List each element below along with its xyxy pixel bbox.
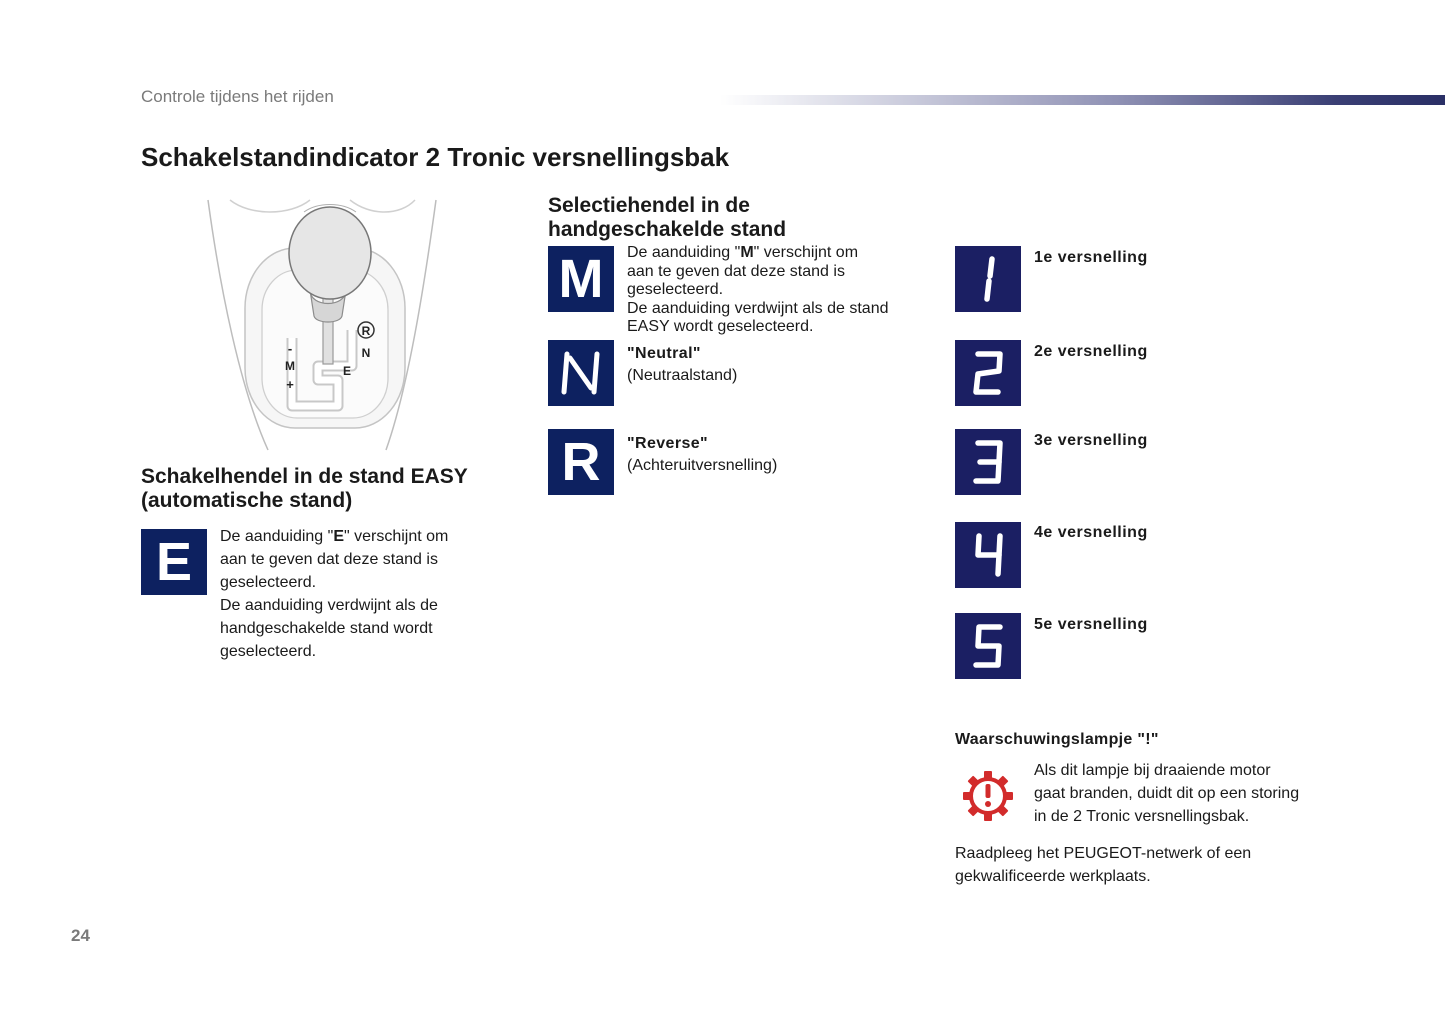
gear-3-label: 3e versnelling	[1034, 432, 1148, 449]
easy-icon-letter: E	[155, 532, 193, 592]
gear-2-icon	[955, 340, 1021, 406]
gear-5-label: 5e versnelling	[1034, 616, 1148, 633]
warning-description	[1034, 759, 1299, 828]
section-label: Controle tijdens het rijden	[141, 87, 334, 106]
lever-label-e: E	[342, 364, 352, 378]
easy-line2: aan te geven dat deze stand is	[220, 551, 438, 568]
manual-line2: aan te geven dat deze stand is	[627, 262, 845, 280]
neutral-title: "Neutral"	[627, 345, 701, 362]
manual-heading-line1: Selectiehendel in de	[548, 194, 750, 217]
reverse-subtitle: (Achteruitversnelling)	[627, 457, 778, 474]
advice-line2: gekwalificeerde werkplaats.	[955, 868, 1151, 885]
manual-icon-letter: M	[558, 249, 604, 309]
easy-line5: handgeschakelde stand wordt	[220, 620, 433, 637]
gear-1-label: 1e versnelling	[1034, 249, 1148, 266]
warning-title: Waarschuwingslampje "!"	[955, 731, 1159, 748]
page-number: 24	[71, 926, 90, 945]
easy-line6: geselecteerd.	[220, 643, 317, 660]
page-title: Schakelstandindicator 2 Tronic versnellingsbak	[141, 142, 730, 172]
neutral-icon	[548, 340, 614, 406]
lever-label-m: M	[285, 359, 295, 373]
manual-line1: De aanduiding "M" verschijnt om	[627, 244, 859, 261]
gear-3-icon	[955, 429, 1021, 495]
easy-line1: De aanduiding "E" verschijnt om	[220, 528, 449, 545]
lever-label-r: R	[361, 324, 371, 338]
easy-heading-line1: Schakelhendel in de stand EASY	[141, 465, 468, 488]
gear-1-icon	[955, 246, 1021, 312]
gear-2-label: 2e versnelling	[1034, 343, 1148, 360]
gear-5-icon	[955, 613, 1021, 679]
easy-heading-line2: (automatische stand)	[141, 489, 353, 512]
easy-line4: De aanduiding verdwijnt als de	[220, 597, 438, 614]
easy-line3: geselecteerd.	[220, 574, 317, 591]
gear-lever-illustration	[200, 198, 445, 453]
reverse-text	[627, 435, 777, 477]
advice-line1: Raadpleeg het PEUGEOT-netwerk of een	[955, 845, 1252, 862]
manual-line4: De aanduiding verdwijnt als de stand	[627, 299, 889, 317]
reverse-title: "Reverse"	[627, 435, 709, 452]
manual-heading	[548, 194, 786, 242]
gear-4-icon	[955, 522, 1021, 588]
warning-line3: in de 2 Tronic versnellingsbak.	[1034, 808, 1250, 825]
neutral-segment-icon	[559, 348, 603, 398]
lever-label-plus: +	[286, 377, 294, 392]
easy-description	[220, 525, 448, 663]
manual-mode-icon	[548, 246, 614, 312]
manual-description	[627, 244, 889, 337]
reverse-icon-letter: R	[561, 432, 601, 492]
warning-advice	[955, 842, 1251, 888]
lever-label-n: N	[361, 346, 371, 360]
reverse-icon	[548, 429, 614, 495]
gear-4-label: 4e versnelling	[1034, 524, 1148, 541]
header-gradient-bar	[720, 95, 1445, 105]
manual-line5: EASY wordt geselecteerd.	[627, 318, 814, 335]
neutral-subtitle: (Neutraalstand)	[627, 367, 738, 384]
warning-line1: Als dit lampje bij draaiende motor	[1034, 762, 1271, 779]
easy-mode-icon	[141, 529, 207, 595]
lever-label-minus: -	[287, 341, 293, 356]
neutral-text	[627, 345, 737, 387]
warning-gear-icon	[962, 770, 1014, 822]
manual-heading-line2: handgeschakelde stand	[548, 218, 787, 241]
warning-line2: gaat branden, duidt dit op een storing	[1034, 785, 1300, 802]
easy-heading	[141, 465, 468, 513]
manual-line3: geselecteerd.	[627, 281, 724, 298]
